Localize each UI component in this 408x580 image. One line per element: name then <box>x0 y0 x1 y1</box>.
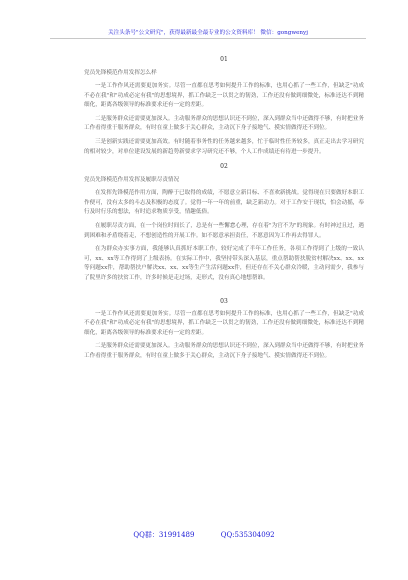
section-number: 02 <box>220 163 228 171</box>
section-title: 党员先锋模范作用发挥怎么样 <box>84 70 157 76</box>
paragraph: 二是服务群众还需要更加深入。主动服务群众的思想认识还不到位，深入到群众当中还做得不够，有时把业务工作看得重于服务群众，有时在童上做多于关心群众，主动沉下身子接地气、摸实情做得还不到位。 <box>84 343 364 359</box>
paragraph: 在履职尽责方面，在一个岗位时间长了，总是有一些懈怠心理，存在着"为官不为"的现象。有时神过且过，遇到困难和矛盾绕着走，不想创造性的开展工作。如不愿意承担责任，不愿意因为工作再去得罪人。 <box>84 222 364 239</box>
paragraph: 二是服务群众还需要更加深入。主动服务群众的思想认识还不到位，深入到群众当中还做得不够，有时把业务工作看得重于服务群众，有时在童上做多于关心群众，主动沉下身子接地气、摸实情做得还不到位。 <box>84 115 364 132</box>
paragraph: 一是工作作风还需要更加务实。尽管一直都在思考如何提升工作的标准，也用心抓了一些工作，但缺乏"功成不必在我"和"功成必定有我"的思想境界，抓工作缺乏一以贯之的韧劲，工作还没有做到细微处，标准还达不到精细化，距离各级领导的标准要求还有一定的差距。 <box>84 83 364 109</box>
footer-qq: QQ:535304092 <box>220 531 275 539</box>
section-number: 01 <box>220 56 228 63</box>
footer-contact <box>0 530 408 540</box>
paragraph: 三是创新实践还需要更加高效。有时随着事务性的任务越来越多，忙于临时性任务较多，真正走出去学习研究的相对较少，对单位建设发展的新趋势新要求学习研究还不够，个人工作成绩还有待进一步提升。 <box>84 138 364 155</box>
footer-qq-group: QQ群：31991489 <box>133 531 195 539</box>
header-banner: 关注头条号"公文研究"，获得最新最全最专业的公文资料库！ 微信：gongwenyj <box>108 30 308 36</box>
section-title: 党员先锋模范作用发挥及履职尽责情况 <box>84 177 180 184</box>
paragraph: 在为群众办实事方面，我能够认真抓好本职工作，较好完成了半年工作任务，各项工作得到了上级的一致认可，xx、xx等工作得到了上级表扬。在实际工作中，我坚持带头深入基层，重点帮助帮扶脱贫村解决xx、xx、xx等问题xx件，帮助帮扶户解决xx、xx、xx等生产生活问题xx件，但还存在不关心群众冷暖，主动问需少，我参与了院里许多的扶贫工作，许多时候是走过场，走形式，没有真心地想帮谁。 <box>84 246 364 281</box>
paragraph: 一是工作作风还需要更加务实。尽管一直都在思考如何提升工作的标准，也用心抓了一些工作，但缺乏"功成不必在我"和"功成必定有我"的思想境界，抓工作缺乏一以贯之的韧劲，工作还没有做到细微处，标准还达不到精细化，距离各级领导的标准要求还有一定的差距。 <box>84 310 364 336</box>
section-number: 03 <box>220 297 228 305</box>
header-divider <box>50 38 366 39</box>
section-01 <box>84 56 364 157</box>
paragraph: 在发挥先锋模范作用方面，陶醉于已取得的成绩，不愿意立新目标、不喜欢新挑战。觉得现在只要做好本职工作便可，没有太多的斗志及积极的态度了。觉得一年一年的前重，缺乏新动力。对于工作安于现状，怕会动摇，奉行及时行乐的想法，有时追求物质享受，情趣低俗。 <box>84 190 364 216</box>
section-03 <box>84 298 364 362</box>
section-02 <box>84 163 364 283</box>
document-body <box>84 56 364 367</box>
